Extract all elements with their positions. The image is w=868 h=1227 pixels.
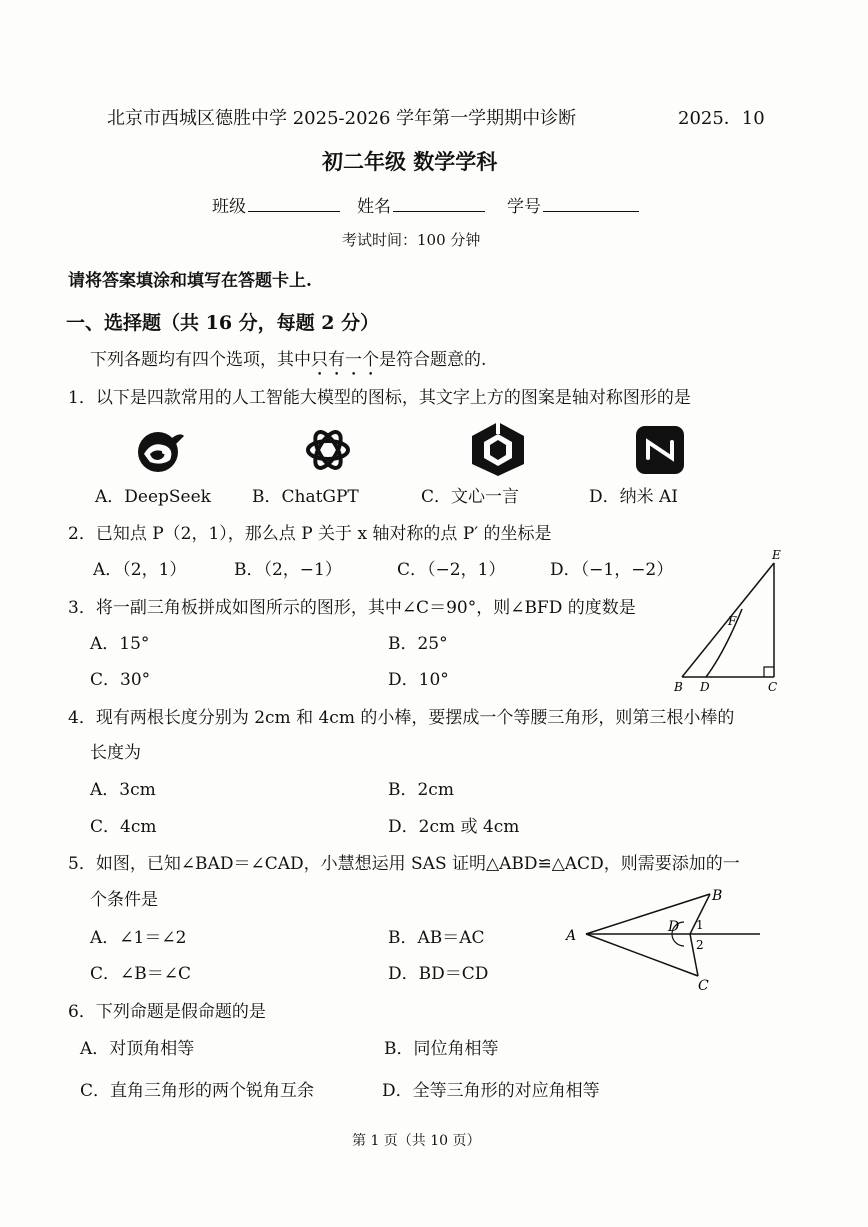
exam-date: 2025．10 xyxy=(678,108,765,129)
deepseek-whale-icon xyxy=(134,424,186,476)
number-label: 学号 xyxy=(507,197,541,217)
q5-option-d[interactable]: D．BD＝CD xyxy=(388,964,489,984)
q1-option-a[interactable]: A．DeepSeek xyxy=(95,487,211,507)
q3-stem: 3．将一副三角板拼成如图所示的图形，其中∠C＝90°，则∠BFD 的度数是 xyxy=(68,598,636,618)
q3-option-a[interactable]: A．15° xyxy=(90,634,150,654)
q1-stem: 1．以下是四款常用的人工智能大模型的图标，其文字上方的图案是轴对称图形的是 xyxy=(68,388,691,408)
section-instruction xyxy=(90,345,486,380)
instruction-post: 是符合题意的. xyxy=(379,350,487,370)
q5-option-c[interactable]: C．∠B＝∠C xyxy=(90,964,191,984)
q3-label-d: D xyxy=(700,680,710,694)
q5-label-c: C xyxy=(698,978,709,992)
q6-option-d[interactable]: D．全等三角形的对应角相等 xyxy=(382,1081,600,1101)
q4-option-b[interactable]: B．2cm xyxy=(388,780,454,800)
q5-label-d: D xyxy=(668,919,680,935)
q2-option-d[interactable]: D．（−1，−2） xyxy=(550,560,674,580)
nami-ai-icon xyxy=(634,424,686,476)
q5-label-1: 1 xyxy=(696,918,704,932)
q6-stem: 6．下列命题是假命题的是 xyxy=(68,1002,266,1022)
section-title: 一、选择题（共 16 分，每题 2 分） xyxy=(66,312,380,334)
q2-option-c[interactable]: C．（−2，1） xyxy=(397,560,506,580)
exam-title: 北京市西城区德胜中学 2025-2026 学年第一学期期中诊断 xyxy=(107,108,577,129)
class-field xyxy=(212,192,340,217)
q1-option-d[interactable]: D．纳米 AI xyxy=(589,487,679,507)
name-field xyxy=(357,192,485,217)
name-blank xyxy=(393,195,485,212)
q2-option-a[interactable]: A．（2，1） xyxy=(93,560,187,580)
class-label: 班级 xyxy=(212,197,246,217)
q4-stem: 4．现有两根长度分别为 2cm 和 4cm 的小棒，要摆成一个等腰三角形，则第三根小棒的 xyxy=(68,708,735,728)
class-blank xyxy=(248,195,340,212)
name-label: 姓名 xyxy=(357,197,391,217)
exam-time: 考试时间：100 分钟 xyxy=(342,231,481,249)
q2-stem: 2．已知点 P（2，1），那么点 P 关于 x 轴对称的点 P′ 的坐标是 xyxy=(68,524,552,544)
q3-triangle-figure xyxy=(668,543,788,695)
q6-option-c[interactable]: C．直角三角形的两个锐角互余 xyxy=(80,1081,315,1101)
q6-option-b[interactable]: B．同位角相等 xyxy=(384,1039,499,1059)
number-blank xyxy=(543,195,639,212)
number-field xyxy=(507,192,639,217)
notice-text: 请将答案填涂和填写在答题卡上. xyxy=(68,271,312,291)
q5-stem-continued: 个条件是 xyxy=(90,890,158,910)
q3-option-b[interactable]: B．25° xyxy=(388,634,448,654)
q3-label-f: F xyxy=(728,614,737,628)
instruction-pre: 下列各题均有四个选项，其中 xyxy=(90,350,311,370)
q4-option-d[interactable]: D．2cm 或 4cm xyxy=(388,817,520,837)
q3-label-c: C xyxy=(768,680,778,694)
q6-option-a[interactable]: A．对顶角相等 xyxy=(80,1039,195,1059)
page-footer: 第 1 页（共 10 页） xyxy=(352,1133,481,1149)
instruction-emphasis: 只有一个 xyxy=(311,350,379,370)
q3-label-e: E xyxy=(772,548,781,562)
q3-option-c[interactable]: C．30° xyxy=(90,670,151,690)
q3-option-d[interactable]: D．10° xyxy=(388,670,449,690)
q2-option-b[interactable]: B．（2，−1） xyxy=(234,560,342,580)
q1-option-c[interactable]: C．文心一言 xyxy=(421,487,520,507)
q4-option-a[interactable]: A．3cm xyxy=(90,780,156,800)
q1-option-b[interactable]: B．ChatGPT xyxy=(252,487,359,507)
q3-label-b: B xyxy=(674,680,683,694)
q5-label-a: A xyxy=(566,928,577,944)
q5-stem: 5．如图，已知∠BAD＝∠CAD，小慧想运用 SAS 证明△ABD≌△ACD，则需要添加的一 xyxy=(68,854,740,874)
chatgpt-knot-icon xyxy=(302,424,354,476)
q4-option-c[interactable]: C．4cm xyxy=(90,817,157,837)
q5-label-b: B xyxy=(712,888,723,904)
answer-notice xyxy=(68,266,312,291)
exam-subtitle: 初二年级 数学学科 xyxy=(322,149,498,174)
q5-label-2: 2 xyxy=(696,938,704,952)
wenxin-cube-icon xyxy=(470,420,526,478)
q4-stem-continued: 长度为 xyxy=(90,743,141,763)
q5-option-a[interactable]: A．∠1＝∠2 xyxy=(90,928,187,948)
q5-option-b[interactable]: B．AB＝AC xyxy=(388,928,485,948)
q5-angle-figure xyxy=(560,880,770,992)
